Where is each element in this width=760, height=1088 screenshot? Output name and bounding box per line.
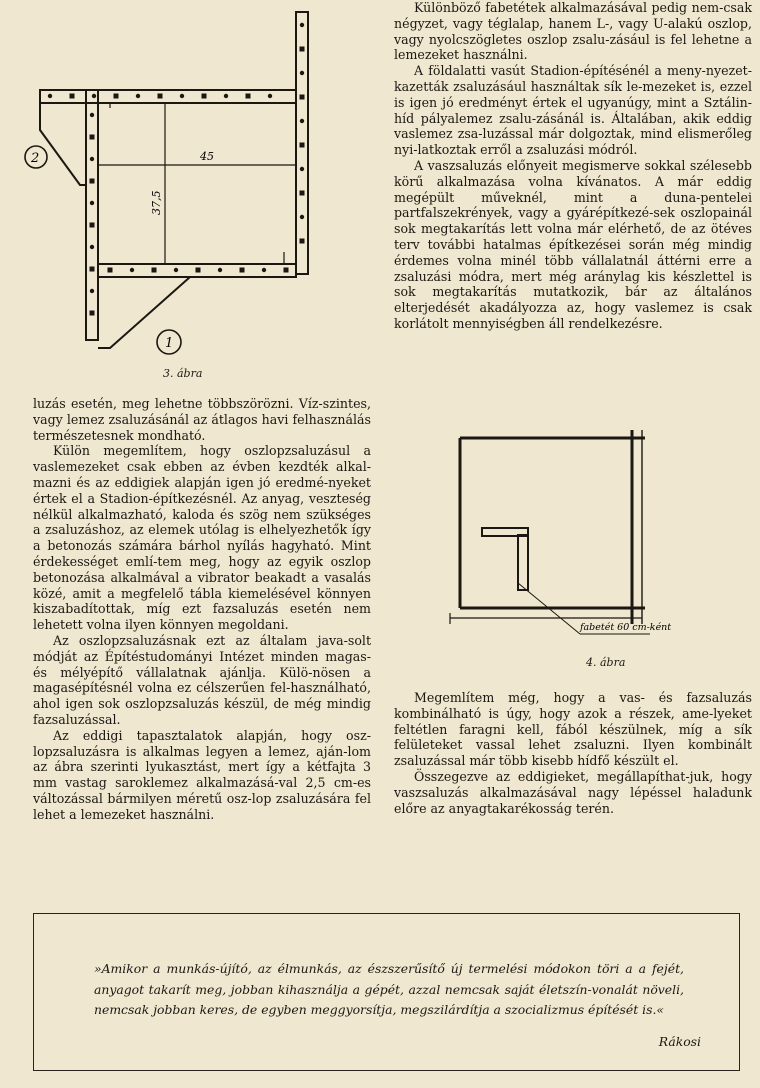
paragraph: Megemlítem még, hogy a vas- és fazsaluzás kombinálható is úgy, hogy azok a részek, ame-lyeket feltétlen faragni kell, fából készülnek, míg a sík felületeket vassal lehet zsaluzni. Ilyen kombinált zsaluzással már több kisebb hídfő készült el.: [394, 690, 752, 769]
left-column-text: [33, 396, 371, 823]
perforation-hole: [300, 191, 305, 196]
figure-3-formwork-diagram: [20, 0, 390, 392]
paragraph: Különböző fabetétek alkalmazásával pedig nem-csak négyzet, vagy téglalap, hanem L-, vagy U-alakú oszlop, vagy nyolcszögletes oszlop zsalu-zásául is fel lehetne a lemezeket használni.: [394, 0, 752, 63]
paragraph: Külön megemlítem, hogy oszlopzsaluzásul a vaslemezeket csak ebben az évben kezdték alkal-mazni és az eddigiek alapján igen jó eredmé-nyeket értek el a Stadion-építkezésnél. Az anyag, veszteség nélkül alkalmazható, kaloda és szög nem szükséges a zsaluzáshoz, az elemek utólag is elhelyezhetők így a betonozás számára bárhol nyílás hagyható. Mint érdekességet emlí-tem meg, hogy az egyik oszlop betonozása alkalmával a vibrator beakadt a vasalás közé, amit a megfelelő tábla kiemelésével könnyen kiszabadítottak, míg ezt fazsaluzás esetén nem lehetett volna ilyen könnyen megoldani.: [33, 443, 371, 633]
perforation-hole: [196, 268, 201, 273]
perforation-hole: [48, 94, 52, 98]
figure-3-caption: 3. ábra: [163, 367, 203, 380]
figure-3-dim-vertical: 37,5: [150, 190, 163, 215]
figure-4-annotation: fabetét 60 cm-ként: [580, 622, 672, 633]
perforation-hole: [300, 23, 304, 27]
perforation-hole: [300, 143, 305, 148]
perforation-hole: [300, 119, 304, 123]
perforation-hole: [300, 239, 305, 244]
figure-4-combined-formwork-diagram: [420, 408, 710, 678]
quote-text: »Amikor a munkás-újító, az élmunkás, az észszerűsítő új termelési módokon töri a a fejét, anyagot takarít meg, jobban kihasználja a gépét, azzal nemcsak saját életszín-vonalát növeli, nemcsak jobban keres, de egyben meggyorsítja, megszilárdítja a szocializmus építését is.«: [94, 961, 684, 1017]
figure-3-label-1: 1: [165, 336, 174, 351]
perforation-hole: [300, 95, 305, 100]
perforation-hole: [90, 157, 94, 161]
paragraph: A vaszsaluzás előnyeit megismerve sokkal szélesebb körű alkalmazása volna kívánatos. A már eddig megépült műveknél, mint a duna-pentelei partfalszekrények, vagy a gyárépítkezé-sek oszlopainál sok megtakarítás lett volna már elérhető, de az ötéves terv további hatalmas építkezései során még mindig érdemes volna minél több vállalatnál áttérni erre a zsaluzási módra, mert még aránylag kis készlettel is sok megtakarítás mutatkozik, bár az általános elterjedését akadályozza az, hogy vaslemez is csak korlátolt mennyiségben áll rendelkezésre.: [394, 157, 752, 331]
right-column-text-bottom: [394, 690, 752, 816]
perforation-hole: [152, 268, 157, 273]
perforation-hole: [180, 94, 184, 98]
figure-4-caption: 4. ábra: [586, 656, 626, 669]
perforation-hole: [262, 268, 266, 272]
perforation-hole: [246, 94, 251, 99]
quote-box: [33, 913, 740, 1071]
perforation-hole: [90, 267, 95, 272]
perforation-hole: [90, 311, 95, 316]
perforation-hole: [268, 94, 272, 98]
perforation-hole: [136, 94, 140, 98]
paragraph: Az eddigi tapasztalatok alapján, hogy osz-lopzsaluzásra is alkalmas legyen a lemez, aján-lom az ábra szerinti lyukasztást, mert így a kétfajta 3 mm vastag saroklemez alkalmazásá-val 2,5 cm-es változással bármilyen méretű osz-lop zsaluzására fel lehet a lemezeket használni.: [33, 727, 371, 822]
right-column-text-top: [394, 0, 752, 332]
perforation-hole: [90, 113, 94, 117]
perforation-hole: [90, 179, 95, 184]
figure-3-label-2: 2: [31, 151, 40, 166]
perforation-hole: [224, 94, 228, 98]
perforation-hole: [90, 289, 94, 293]
perforation-hole: [90, 223, 95, 228]
paragraph: luzás esetén, meg lehetne többszörözni. Víz-szintes, vagy lemez zsaluzásánál az átlagos havi felhasználás természetesnek mondható.: [33, 396, 371, 443]
perforation-hole: [300, 47, 305, 52]
perforation-hole: [284, 268, 289, 273]
perforation-hole: [158, 94, 163, 99]
perforation-hole: [202, 94, 207, 99]
perforation-hole: [70, 94, 75, 99]
perforation-hole: [108, 268, 113, 273]
perforation-hole: [130, 268, 134, 272]
perforation-hole: [240, 268, 245, 273]
perforation-hole: [300, 71, 304, 75]
perforation-hole: [92, 94, 96, 98]
perforation-hole: [300, 167, 304, 171]
perforation-hole: [90, 245, 94, 249]
perforation-hole: [90, 201, 94, 205]
figure-3-dim-horizontal: 45: [200, 150, 214, 163]
perforation-hole: [174, 268, 178, 272]
paragraph: A földalatti vasút Stadion-építésénél a meny-nyezet-kazetták zsaluzásául használtak sík le-mezeket is, ezzel is igen jó eredményt értek el ugyanúgy, mint a Sztálin-híd pályalemez zsalu-zásánál is. Általában, akik eddig vaslemez zsa-luzással már dolgoztak, mind elismerőleg nyi-latkoztak erről a zsaluzási módról.: [394, 63, 752, 158]
paragraph: Összegezve az eddigieket, megállapíthat-juk, hogy vaszsaluzás alkalmazásával nagy lépéssel haladunk előre az anyagtakarékosság terén.: [394, 768, 752, 816]
quote-author: Rákosi: [658, 1034, 701, 1049]
perforation-hole: [90, 135, 95, 140]
perforation-hole: [114, 94, 119, 99]
perforation-hole: [218, 268, 222, 272]
paragraph: Az oszlopzsaluzásnak ezt az általam java-solt módját az Építéstudományi Intézet minden magas- és mélyépítő vállalatnak ajánlja. Külö-nösen a magasépítésnél volna ez célszerűen fel-használható, ahol igen sok oszlopzsaluzás készül, de még mindig fazsaluzással.: [33, 632, 371, 727]
perforation-hole: [300, 215, 304, 219]
